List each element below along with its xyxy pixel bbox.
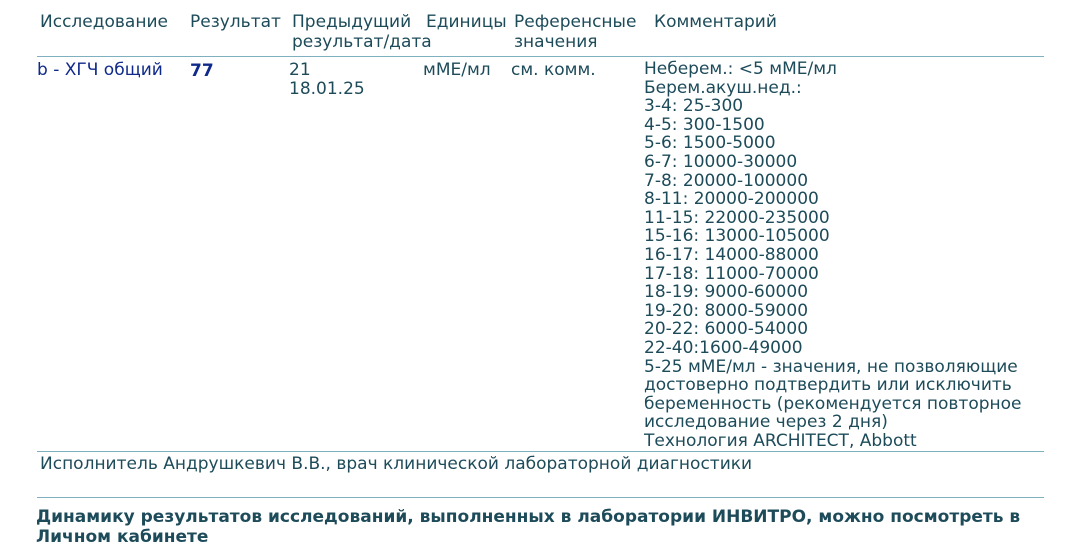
comment-line: беременность (рекомендуется повторное	[644, 393, 1022, 414]
comment-line: 18-19: 9000-60000	[644, 282, 809, 303]
previous-value: 21	[289, 60, 311, 80]
comment-line: 5-6: 1500-5000	[644, 133, 776, 154]
comment-line: 19-20: 8000-59000	[644, 300, 809, 321]
header-comment: Комментарий	[654, 12, 777, 32]
header-previous-line1: Предыдущий	[292, 12, 412, 32]
executor-line: Исполнитель Андрушкевич В.В., врач клинической лабораторной диагностики	[40, 454, 753, 474]
comment-line: 20-22: 6000-54000	[644, 319, 809, 340]
comment-line: Неберем.: <5 мМЕ/мл	[644, 59, 837, 79]
table-header	[0, 13, 1080, 57]
reference-values: см. комм.	[511, 60, 596, 80]
comment-line: Технология ARCHITECT, Abbott	[644, 430, 917, 451]
comment-line: Берем.акуш.нед.:	[644, 77, 802, 98]
comment	[644, 60, 1022, 450]
comment-line: 4-5: 300-1500	[644, 114, 765, 135]
header-reference-line2: значения	[514, 32, 598, 52]
comment-line: 22-40:1600-49000	[644, 337, 803, 358]
header-result: Результат	[190, 12, 281, 32]
comment-line: 11-15: 22000-235000	[644, 207, 830, 228]
header-units: Единицы	[426, 12, 507, 32]
header-test: Исследование	[40, 12, 168, 32]
units: мМЕ/мл	[423, 60, 491, 80]
comment-line: 16-17: 14000-88000	[644, 244, 819, 265]
footer-divider	[37, 497, 1044, 498]
comment-line: исследование через 2 дня)	[644, 412, 888, 433]
test-name: b - ХГЧ общий	[37, 60, 163, 80]
comment-line: достоверно подтвердить или исключить	[644, 375, 1012, 396]
header-reference-line1: Референсные	[514, 12, 637, 32]
comment-line: 15-16: 13000-105000	[644, 226, 830, 247]
header-previous-line2: результат/дата	[292, 32, 432, 52]
previous-date: 18.01.25	[289, 79, 365, 99]
comment-line: 5-25 мМЕ/мл - значения, не позволяющие	[644, 356, 1018, 377]
result-value: 77	[190, 61, 214, 81]
comment-line: 6-7: 10000-30000	[644, 151, 798, 172]
footer-note: Динамику результатов исследований, выполненных в лаборатории ИНВИТРО, можно посмотреть в Личном кабинете	[36, 507, 1021, 547]
header-divider	[37, 56, 1044, 57]
comment-line: 17-18: 11000-70000	[644, 263, 819, 284]
comment-line: 3-4: 25-300	[644, 96, 744, 117]
comment-line: 8-11: 20000-200000	[644, 189, 819, 210]
row-divider	[37, 451, 1044, 452]
comment-line: 7-8: 20000-100000	[644, 170, 809, 191]
